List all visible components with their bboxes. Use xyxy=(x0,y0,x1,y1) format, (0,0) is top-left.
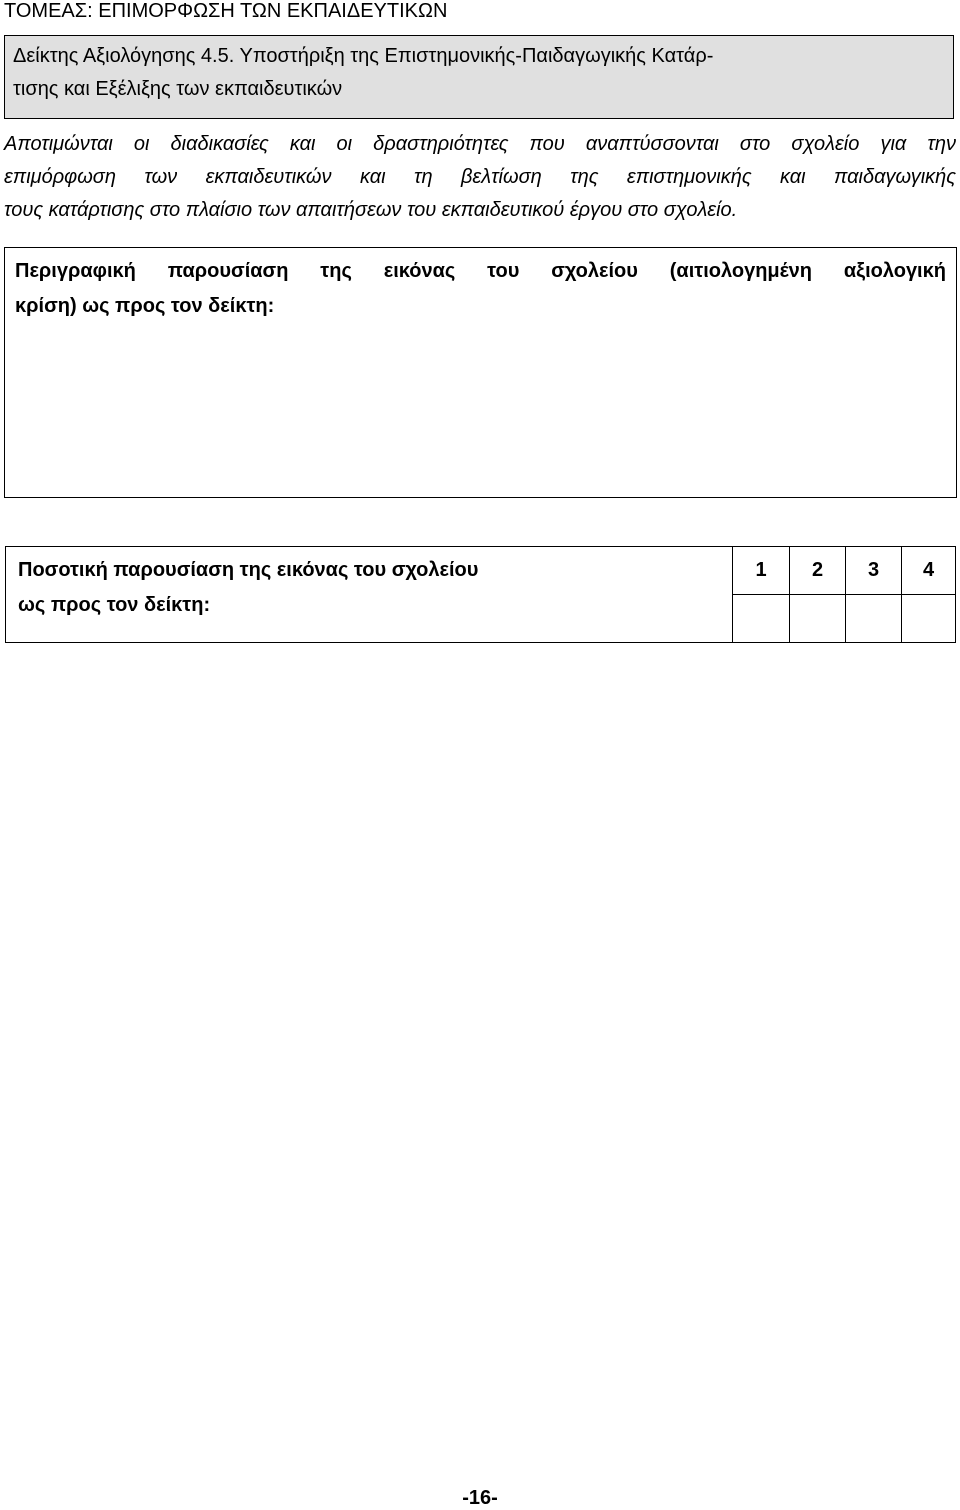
score-cell-2[interactable] xyxy=(790,595,846,643)
description-line-2: επιμόρφωση των εκπαιδευτικών και τη βελτίωση της επιστημονικής και παιδαγωγικής xyxy=(4,166,956,188)
descriptive-assessment-box[interactable] xyxy=(4,247,957,498)
descriptive-label-line-2: κρίση) ως προς τον δείκτη: xyxy=(15,295,275,317)
description-line-1: Αποτιμώνται οι διαδικασίες και οι δραστηριότητες που αναπτύσσονται στο σχολείο για την xyxy=(4,133,956,155)
score-header-2: 2 xyxy=(790,547,846,595)
sector-title: ΤΟΜΕΑΣ: ΕΠΙΜΟΡΦΩΣΗ ΤΩΝ ΕΚΠΑΙΔΕΥΤΙΚΩΝ xyxy=(4,0,448,22)
indicator-title-box xyxy=(4,35,954,119)
quantitative-label-line-2: ως προς τον δείκτη: xyxy=(18,594,211,616)
description-line-3: τους κατάρτισης στο πλαίσιο των απαιτήσεων του εκπαιδευτικού έργου στο σχολείο. xyxy=(4,199,738,221)
indicator-description xyxy=(4,128,956,227)
score-header-4: 4 xyxy=(902,547,956,595)
indicator-title-line-2: τισης και Εξέλιξης των εκπαιδευτικών xyxy=(13,78,343,100)
score-cell-4[interactable] xyxy=(902,595,956,643)
quantitative-label-line-1: Ποσοτική παρουσίαση της εικόνας του σχολείου xyxy=(18,559,479,581)
page-number: -16- xyxy=(462,1487,498,1509)
descriptive-label-line-1: Περιγραφική παρουσίαση της εικόνας του σχολείου (αιτιολογημένη αξιολογική xyxy=(15,260,946,282)
indicator-title-line-1: Δείκτης Αξιολόγησης 4.5. Υποστήριξη της Επιστημονικής-Παιδαγωγικής Κατάρ- xyxy=(13,45,714,67)
quantitative-assessment-table xyxy=(5,546,956,643)
score-header-3: 3 xyxy=(846,547,902,595)
score-cell-1[interactable] xyxy=(733,595,790,643)
score-cell-3[interactable] xyxy=(846,595,902,643)
score-header-1: 1 xyxy=(733,547,790,595)
quantitative-label-cell xyxy=(6,547,733,643)
